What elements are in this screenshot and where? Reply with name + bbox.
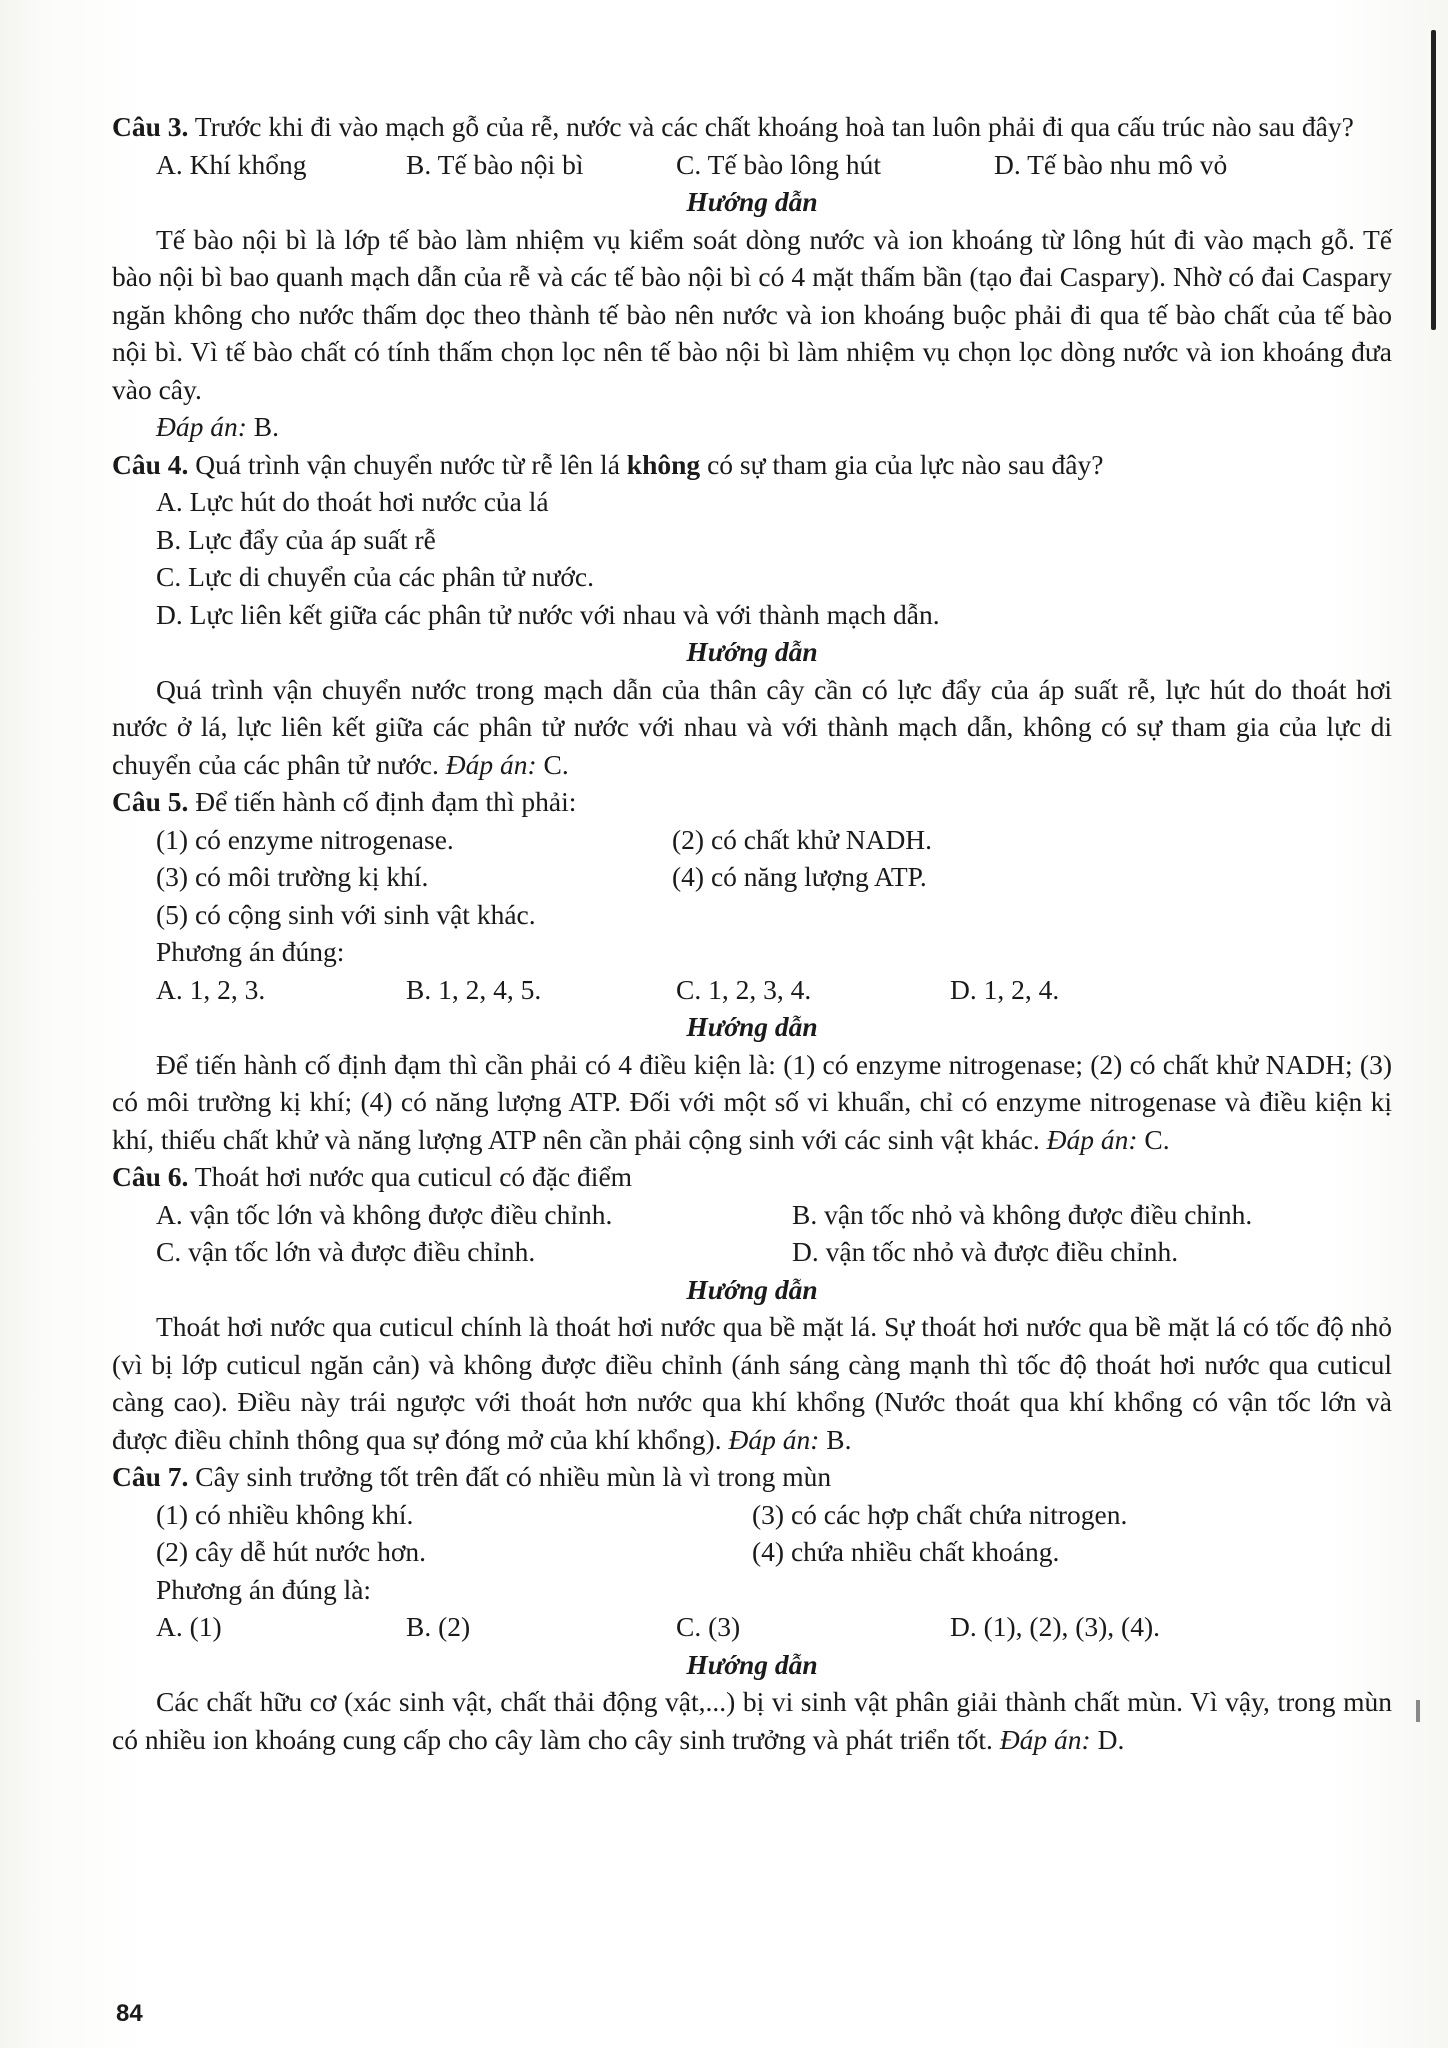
guide-text: Tế bào nội bì là lớp tế bào làm nhiệm vụ kiểm soát dòng nước và ion khoáng từ lông hút đi vào mạch gỗ. Tế bào nội bì bao quanh mạch dẫn của rễ và các tế bào nội bì có 4 mặt thấm bần (tạo đai Caspary). Nhờ có đai Caspary ngăn không cho nước thấm dọc theo thành tế bào nên nước và ion khoáng buộc phải đi qua tế bào chất của tế bào nội bì. Vì tế bào chất có tính thấm chọn lọc nên tế bào nội bì làm nhiệm vụ chọn lọc dòng nước và ion khoáng đưa vào cây. bbox=[112, 223, 1392, 405]
page-content bbox=[112, 108, 1392, 1758]
option-c: C. 1, 2, 3, 4. bbox=[676, 973, 812, 1005]
guide-body: Thoát hơi nước qua cuticul chính là thoát hơi nước qua bề mặt lá. Sự thoát hơi nước qua bề mặt lá có tốc độ nhỏ (vì bị lớp cuticul ngăn cản) và không được điều chỉnh (ánh sáng càng mạnh thì tốc độ thoát hơi nước qua cuticul càng cao). Điều này trái ngược với thoát hơn nước qua khí khổng (Nước thoát qua khí khổng có vận tốc lớn và được điều chỉnh thông qua sự đóng mở của khí khổng). bbox=[112, 1311, 1392, 1455]
options-row bbox=[112, 971, 1392, 1009]
page-edge-shadow bbox=[1431, 30, 1436, 330]
question-text: Quá trình vận chuyển nước từ rễ lên lá bbox=[195, 448, 620, 480]
question-text: Thoát hơi nước qua cuticul có đặc điểm bbox=[194, 1161, 633, 1192]
items-row bbox=[112, 1533, 1392, 1571]
guide-text bbox=[112, 1046, 1392, 1159]
item-2: (2) có chất khử NADH. bbox=[672, 823, 933, 855]
option-b: B. 1, 2, 4, 5. bbox=[406, 973, 542, 1005]
guide-text bbox=[112, 1683, 1392, 1758]
answer-value: C. bbox=[1144, 1123, 1170, 1155]
option-d: D. 1, 2, 4. bbox=[950, 973, 1060, 1005]
answer-value: B. bbox=[253, 411, 279, 442]
item-4: (4) có năng lượng ATP. bbox=[672, 861, 927, 892]
answer-line bbox=[112, 408, 1392, 446]
item-1: (1) có nhiều không khí. bbox=[156, 1498, 414, 1530]
answer-label: Đáp án: bbox=[156, 411, 247, 442]
guide-heading: Hướng dẫn bbox=[686, 1648, 818, 1680]
guide-heading: Hướng dẫn bbox=[686, 1273, 818, 1305]
answer-value: D. bbox=[1097, 1723, 1125, 1755]
question-number: Câu 3. bbox=[112, 111, 189, 142]
guide-text bbox=[112, 671, 1392, 784]
item-2: (2) cây dễ hút nước hơn. bbox=[156, 1536, 427, 1567]
items-row bbox=[112, 821, 1392, 859]
option-a: A. vận tốc lớn và không được điều chỉnh. bbox=[156, 1198, 613, 1230]
option-b: B. vận tốc nhỏ và không được điều chỉnh. bbox=[792, 1198, 1253, 1230]
item-3: (3) có các hợp chất chứa nitrogen. bbox=[752, 1498, 1128, 1530]
option-d: D. Lực liên kết giữa các phân tử nước với nhau và với thành mạch dẫn. bbox=[156, 598, 940, 630]
question-number: Câu 7. bbox=[112, 1461, 189, 1492]
choice-prompt: Phương án đúng: bbox=[156, 936, 345, 967]
option-d: D. Tế bào nhu mô vỏ bbox=[994, 148, 1228, 180]
guide-heading: Hướng dẫn bbox=[686, 636, 818, 667]
answer-value: C. bbox=[543, 748, 569, 780]
question-text: Để tiến hành cố định đạm thì phải: bbox=[195, 786, 577, 817]
question-4 bbox=[112, 446, 1392, 484]
options-row bbox=[112, 146, 1392, 184]
option-a: A. 1, 2, 3. bbox=[156, 973, 266, 1005]
option-c: C. Tế bào lông hút bbox=[676, 148, 881, 180]
guide-text bbox=[112, 1308, 1392, 1458]
question-number: Câu 6. bbox=[112, 1161, 189, 1192]
option-c: C. vận tốc lớn và được điều chỉnh. bbox=[156, 1236, 536, 1267]
choice-prompt: Phương án đúng là: bbox=[156, 1573, 372, 1605]
options-row bbox=[112, 1196, 1392, 1234]
guide-body: Để tiến hành cố định đạm thì cần phải có 4 điều kiện là: (1) có enzyme nitrogenase; (2) có chất khử NADH; (3) có môi trường kị khí; (4) có năng lượng ATP. Đối với một số vi khuẩn, chỉ có enzyme nitrogenase và điều kiện kị khí, thiếu chất khử và năng lượng ATP nên cần phải cộng sinh với các sinh vật khác. bbox=[112, 1048, 1392, 1155]
options-row bbox=[112, 1608, 1392, 1646]
question-emphasis: không bbox=[626, 448, 701, 480]
answer-value: B. bbox=[826, 1423, 852, 1455]
option-b: B. (2) bbox=[406, 1611, 471, 1642]
item-4: (4) chứa nhiều chất khoáng. bbox=[752, 1536, 1060, 1567]
item-5: (5) có cộng sinh với sinh vật khác. bbox=[156, 898, 536, 930]
answer-label: Đáp án: bbox=[728, 1423, 820, 1455]
answer-label: Đáp án: bbox=[1046, 1123, 1138, 1155]
answer-label: Đáp án: bbox=[999, 1723, 1091, 1755]
guide-heading: Hướng dẫn bbox=[686, 186, 818, 217]
question-3 bbox=[112, 108, 1392, 146]
option-a: A. Lực hút do thoát hơi nước của lá bbox=[156, 486, 549, 517]
option-a: A. (1) bbox=[156, 1611, 222, 1642]
question-6 bbox=[112, 1158, 1392, 1196]
question-text-end: có sự tham gia của lực nào sau đây? bbox=[707, 448, 1104, 480]
option-b: B. Lực đẩy của áp suất rễ bbox=[156, 523, 436, 555]
option-a: A. Khí khổng bbox=[156, 148, 307, 180]
option-b: B. Tế bào nội bì bbox=[406, 148, 584, 180]
option-c: C. (3) bbox=[676, 1611, 741, 1642]
question-7 bbox=[112, 1458, 1392, 1496]
page-edge-mark bbox=[1416, 1700, 1420, 1722]
option-c: C. Lực di chuyển của các phân tử nước. bbox=[156, 561, 594, 592]
answer-label: Đáp án: bbox=[445, 748, 537, 780]
guide-body: Quá trình vận chuyển nước trong mạch dẫn của thân cây cần có lực đẩy của áp suất rễ, lực hút do thoát hơi nước ở lá, lực liên kết giữa các phân tử nước với nhau và với thành mạch dẫn, không có sự tham gia của lực di chuyển của các phân tử nước. bbox=[112, 673, 1392, 780]
question-text: Cây sinh trưởng tốt trên đất có nhiều mùn là vì trong mùn bbox=[195, 1461, 832, 1492]
option-d: D. vận tốc nhỏ và được điều chỉnh. bbox=[792, 1236, 1179, 1267]
guide-body: Các chất hữu cơ (xác sinh vật, chất thải động vật,...) bị vi sinh vật phân giải thành chất mùn. Vì vậy, trong mùn có nhiều ion khoáng cung cấp cho cây làm cho cây sinh trưởng và phát triển tốt. bbox=[112, 1686, 1392, 1755]
guide-heading: Hướng dẫn bbox=[686, 1011, 818, 1042]
item-1: (1) có enzyme nitrogenase. bbox=[156, 823, 454, 855]
question-5 bbox=[112, 783, 1392, 821]
option-d: D. (1), (2), (3), (4). bbox=[950, 1611, 1160, 1642]
options-row bbox=[112, 1233, 1392, 1271]
item-3: (3) có môi trường kị khí. bbox=[156, 861, 429, 892]
items-row bbox=[112, 858, 1392, 896]
question-number: Câu 5. bbox=[112, 786, 189, 817]
question-text: Trước khi đi vào mạch gỗ của rễ, nước và các chất khoáng hoà tan luôn phải đi qua cấu trúc nào sau đây? bbox=[194, 111, 1354, 142]
items-row bbox=[112, 1496, 1392, 1534]
question-number: Câu 4. bbox=[112, 448, 189, 480]
page-number: 84 bbox=[116, 2000, 143, 2027]
